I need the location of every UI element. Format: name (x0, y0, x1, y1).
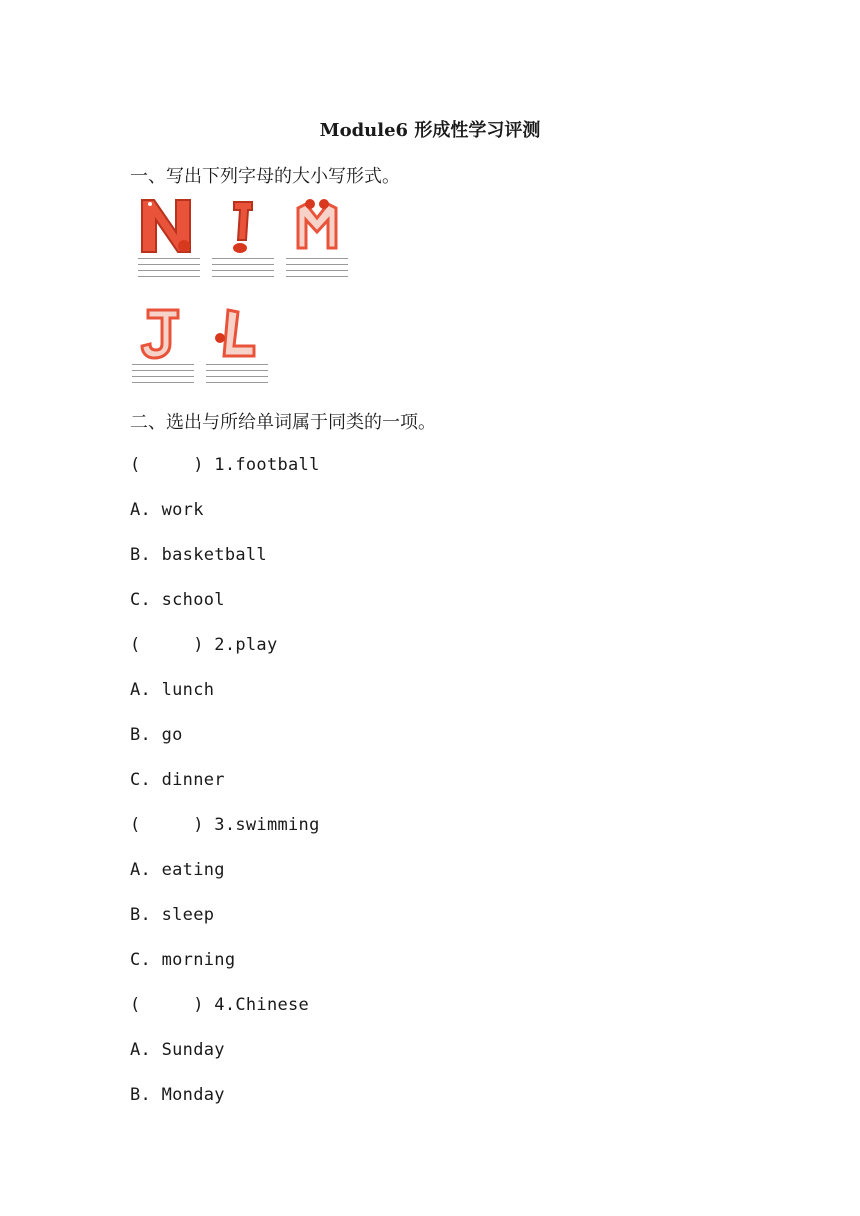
option-a: A. eating (130, 860, 225, 880)
writing-lines (206, 364, 268, 388)
letter-card-i (210, 196, 276, 296)
letter-N-icon (136, 196, 202, 256)
option-c: C. school (130, 590, 225, 610)
writing-lines (132, 364, 194, 388)
option-b: B. sleep (130, 905, 215, 925)
option-a: A. work (130, 500, 204, 520)
section-1-heading: 一、写出下列字母的大小写形式。 (130, 166, 400, 187)
page-title: Module6 形成性学习评测 (319, 120, 541, 141)
writing-lines (138, 258, 200, 282)
option-a: A. Sunday (130, 1040, 225, 1060)
letter-card-j (130, 302, 196, 402)
letter-card-n (136, 196, 202, 296)
option-b: B. basketball (130, 545, 267, 565)
letter-J-icon (130, 302, 196, 362)
section-2-heading: 二、选出与所给单词属于同类的一项。 (130, 412, 436, 433)
question-stem: ( ) 3.swimming (130, 815, 320, 835)
letter-M-icon (284, 196, 350, 256)
letter-I-icon (210, 196, 276, 256)
option-c: C. dinner (130, 770, 225, 790)
question-stem: ( ) 4.Chinese (130, 995, 310, 1015)
writing-lines (212, 258, 274, 282)
option-b: B. Monday (130, 1085, 225, 1105)
letter-card-l (204, 302, 270, 402)
option-b: B. go (130, 725, 183, 745)
letter-card-m (284, 196, 350, 296)
question-stem: ( ) 2.play (130, 635, 278, 655)
option-c: C. morning (130, 950, 236, 970)
writing-lines (286, 258, 348, 282)
option-a: A. lunch (130, 680, 215, 700)
question-stem: ( ) 1.football (130, 455, 320, 475)
letter-L-icon (204, 302, 270, 362)
